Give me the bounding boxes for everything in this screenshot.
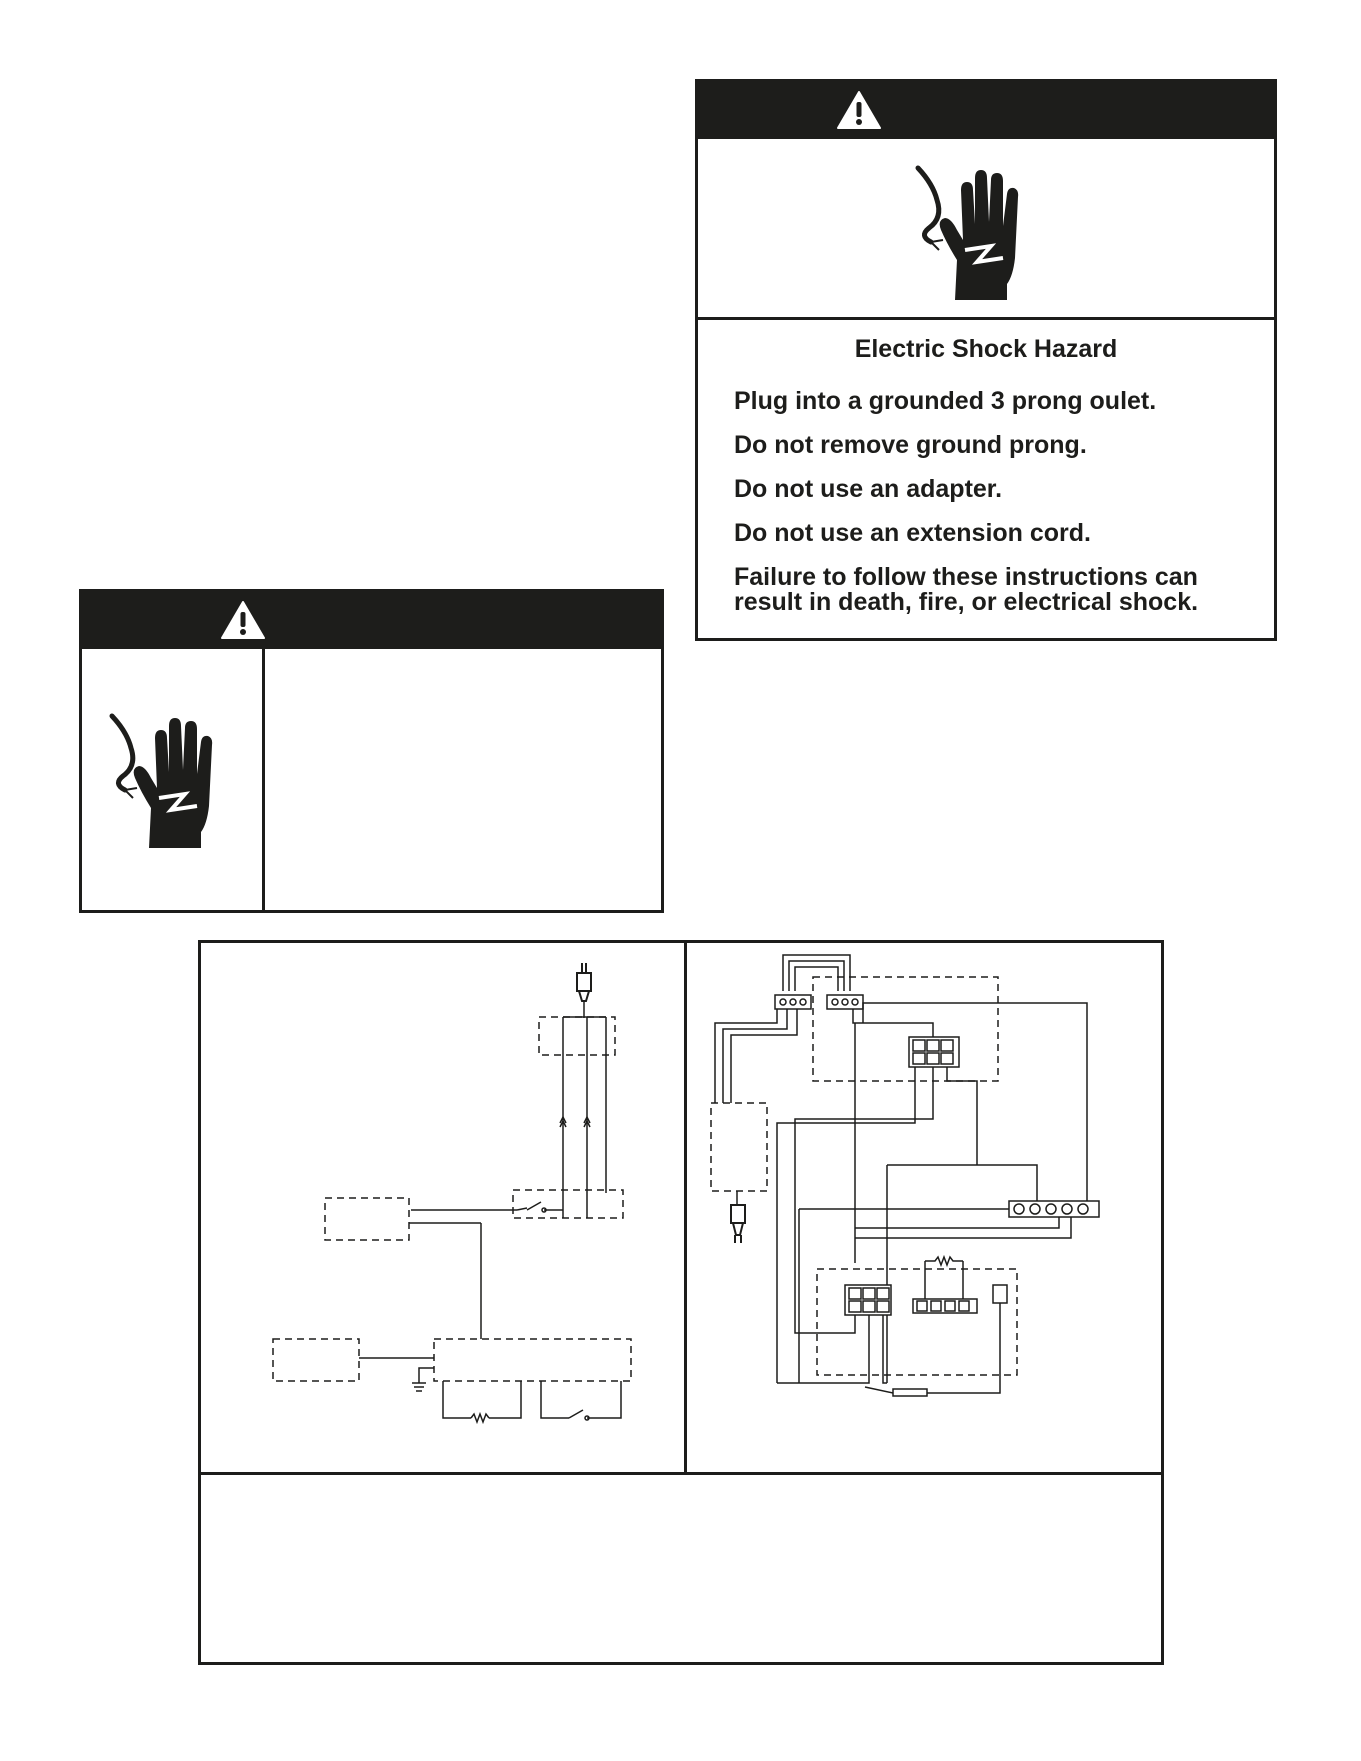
diagram-bottom-divider — [201, 1472, 1161, 1475]
warning-closing-line-2: result in death, fire, or electrical shock. — [734, 588, 1199, 616]
warning-header-bar-left — [82, 592, 661, 649]
wiring-diagram — [687, 943, 1163, 1469]
ground-symbol-icon — [412, 1383, 426, 1391]
electric-shock-hand-icon — [97, 712, 227, 852]
warning-line-2: Do not remove ground prong. — [734, 431, 1087, 459]
warning-title: Electric Shock Hazard — [854, 335, 1118, 363]
schematic-diagram — [201, 943, 681, 1469]
warning-divider — [698, 317, 1274, 320]
left-warning-column-divider — [262, 649, 265, 910]
left-warning-box — [79, 589, 664, 913]
warning-header-bar — [698, 82, 1274, 139]
three-prong-plug-icon — [577, 963, 591, 1001]
electric-shock-hand-icon — [903, 164, 1033, 304]
warning-line-1: Plug into a grounded 3 prong oulet. — [734, 387, 1157, 415]
warning-line-3: Do not use an adapter. — [734, 475, 1003, 503]
warning-triangle-icon — [836, 90, 882, 130]
three-prong-plug-icon — [731, 1205, 745, 1243]
electric-shock-warning-box — [695, 79, 1277, 641]
wiring-diagram-box — [198, 940, 1164, 1665]
warning-closing-line-1: Failure to follow these instructions can — [734, 563, 1198, 591]
warning-line-4: Do not use an extension cord. — [734, 519, 1091, 547]
warning-triangle-icon — [220, 600, 266, 640]
